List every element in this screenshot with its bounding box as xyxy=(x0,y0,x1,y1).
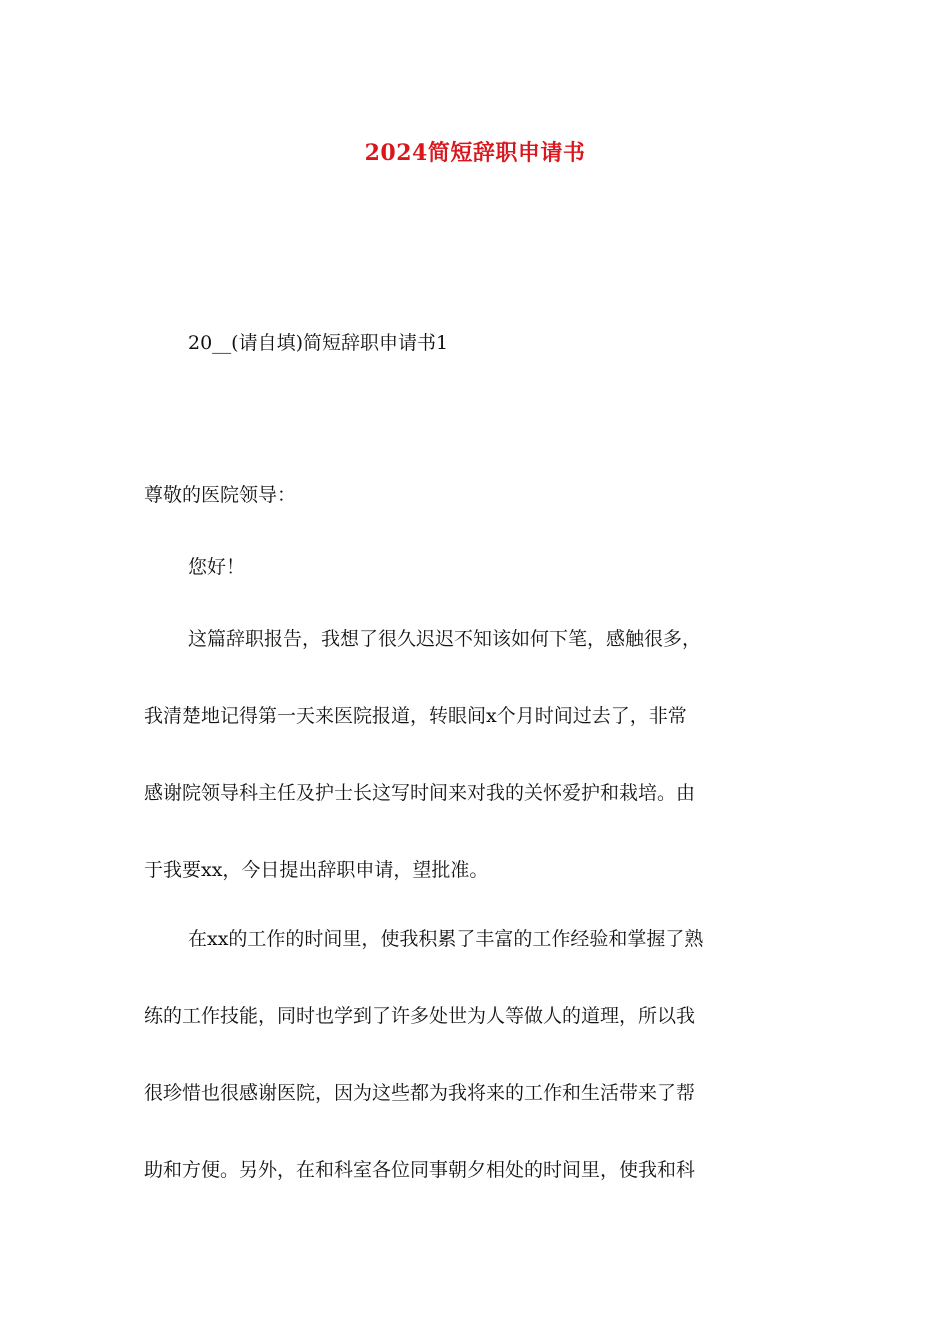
paragraph-line: 我清楚地记得第一天来医院报道，转眼间x个月时间过去了，非常 xyxy=(144,705,687,727)
paragraph-2 xyxy=(144,927,808,1235)
paragraph-line: 感谢院领导科主任及护士长这写时间来对我的关怀爱护和栽培。由 xyxy=(144,782,696,804)
paragraph-1 xyxy=(144,627,808,935)
paragraph-line: 助和方便。另外，在和科室各位同事朝夕相处的时间里，使我和科 xyxy=(144,1159,696,1181)
paragraph-line: 于我要xx，今日提出辞职申请，望批准。 xyxy=(144,859,489,881)
paragraph-line: 在xx的工作的时间里，使我积累了丰富的工作经验和掌握了熟 xyxy=(188,928,704,950)
letter-salutation: 尊敬的医院领导： xyxy=(144,484,297,506)
paragraph-line: 练的工作技能，同时也学到了许多处世为人等做人的道理，所以我 xyxy=(144,1005,696,1027)
paragraph-line: 很珍惜也很感谢医院，因为这些都为我将来的工作和生活带来了帮 xyxy=(144,1082,696,1104)
section-heading: 20__(请自填)简短辞职申请书1 xyxy=(188,332,449,354)
document-title: 2024简短辞职申请书 xyxy=(364,140,586,166)
paragraph-line: 这篇辞职报告，我想了很久迟迟不知该如何下笔，感触很多， xyxy=(188,628,702,650)
letter-greeting: 您好！ xyxy=(188,556,246,578)
